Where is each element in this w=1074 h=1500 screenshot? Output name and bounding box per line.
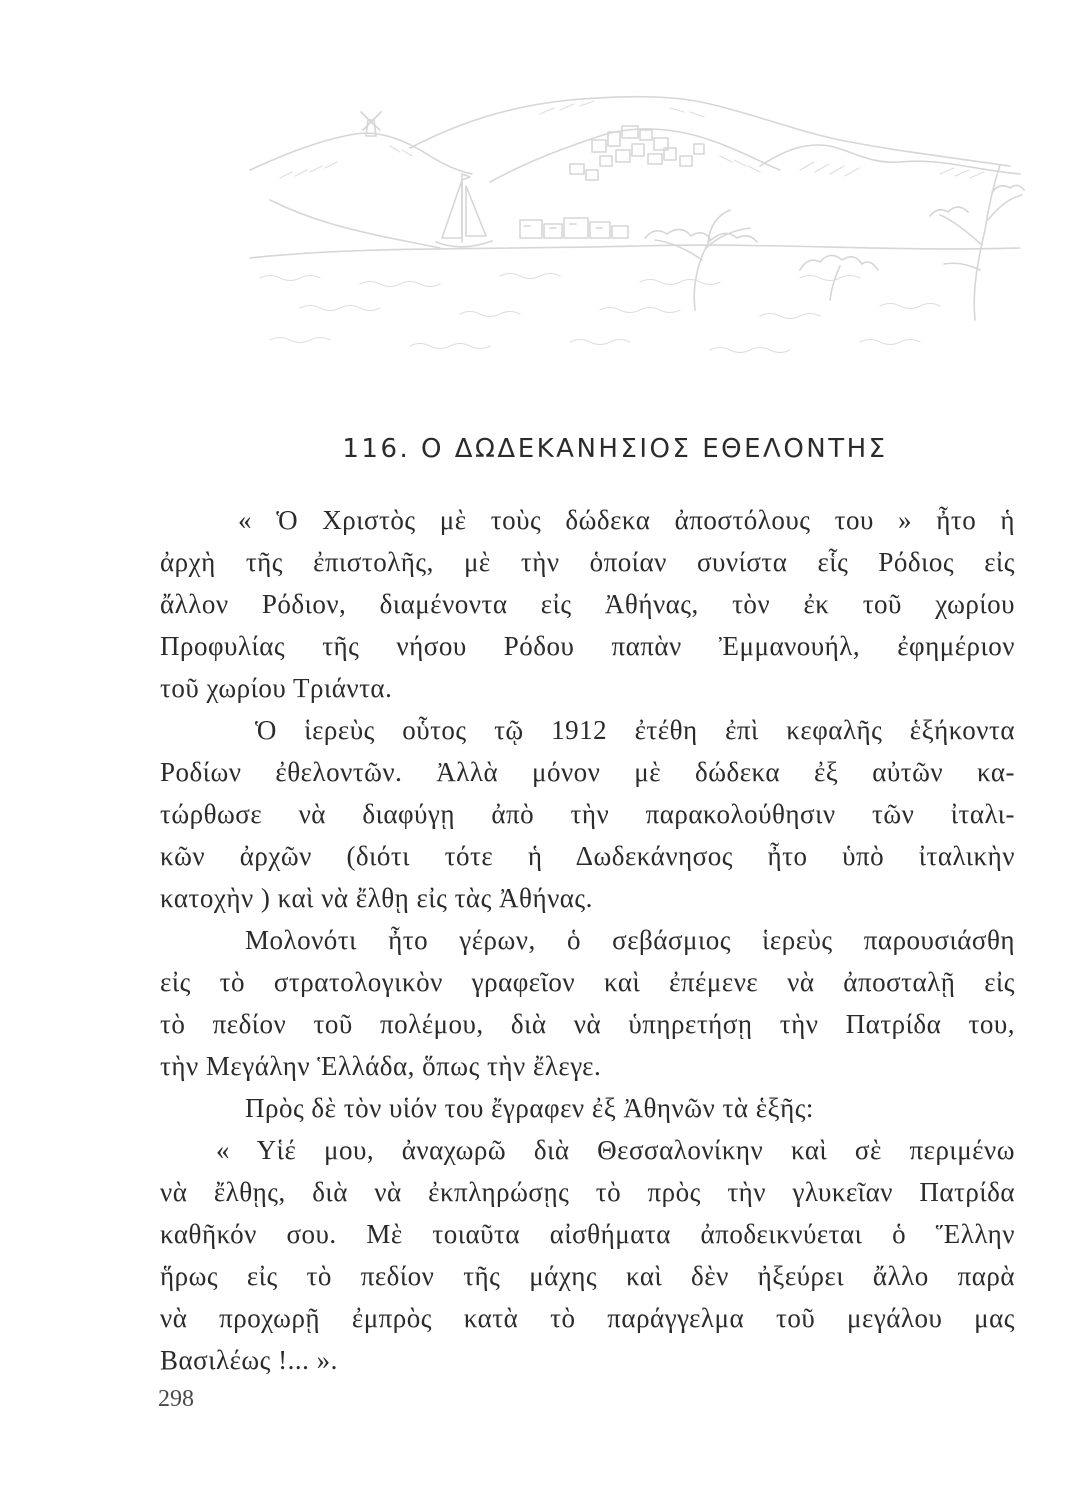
shoreline [250,200,1020,258]
text-line: « Υἱέ μου, ἀναχωρῶ διὰ Θεσσαλονίκην καὶ σὲ περιμένω [216,1135,1015,1165]
text-line: Πρὸς δὲ τὸν υἱόν του ἔγραφεν ἐξ Ἀθηνῶν τὰ ἑξῆς: [245,1093,814,1123]
text-line: ἄλλον Ρόδιον, διαμένοντα εἰς Ἀθήνας, τὸν ἐκ τοῦ χωρίου [160,589,1015,619]
harbor-buildings [520,218,628,238]
text-line: τὴν Μεγάλην Ἑλλάδα, ὅπως τὴν ἔλεγε. [160,1051,602,1081]
body-text [160,499,1015,1381]
text-line: Βασιλέως !... ». [160,1345,338,1375]
text-line: νὰ προχωρῇ ἐμπρὸς κατὰ τὸ παράγγελμα τοῦ μεγάλου μας [160,1303,1015,1333]
village-houses [570,126,704,180]
paragraph [160,499,1015,709]
text-line: νὰ ἔλθῃς, διὰ νὰ ἐκπληρώσῃς τὸ πρὸς τὴν γλυκεῖαν Πατρίδα [160,1177,1015,1207]
text-line: εἰς τὸ στρατολογικὸν γραφεῖον καὶ ἐπέμενε νὰ ἀποσταλῇ εἰς [160,967,1015,997]
text-line: καθῆκόν σου. Μὲ τοιαῦτα αἰσθήματα ἀποδεικνύεται ὁ Ἕλλην [160,1219,1015,1249]
paragraph [160,709,1015,919]
sailboat [436,174,492,247]
text-line: ἀρχὴ τῆς ἐπιστολῆς, μὲ τὴν ὁποίαν συνίστα εἷς Ρόδιος εἰς [160,547,1015,577]
header-illustration [240,70,1030,370]
text-line: Ροδίων ἐθελοντῶν. Ἀλλὰ μόνον μὲ δώδεκα ἐξ αὐτῶν κα- [160,757,1015,787]
trees [645,165,1024,320]
page-number: 298 [158,1386,194,1412]
text-line: τὸ πεδίον τοῦ πολέμου, διὰ νὰ ὑπηρετήσῃ τὴν Πατρίδα του, [160,1009,1015,1039]
text-line: κῶν ἀρχῶν (διότι τότε ἡ Δωδεκάνησος ἦτο ὑπὸ ἰταλικὴν [160,841,1015,871]
paragraph [160,1129,1015,1381]
paragraph [160,919,1015,1087]
sea-waves [260,274,940,353]
text-line: τοῦ χωρίου Τριάντα. [160,673,393,703]
paragraph [160,1087,1015,1129]
text-line: Ὁ ἱερεὺς οὗτος τῷ 1912 ἐτέθη ἐπὶ κεφαλῆς ἑξήκοντα [255,715,1015,745]
text-line: ἥρως εἰς τὸ πεδίον τῆς μάχης καὶ δὲν ἠξεύρει ἄλλο παρὰ [160,1261,1015,1291]
text-line: « Ὁ Χριστὸς μὲ τοὺς δώδεκα ἀποστόλους του » ἦτο ἡ [238,505,1015,535]
hills-outline [250,97,1020,182]
chapter-title: 116. Ο ΔΩΔΕΚΑΝΗΣΙΟΣ ΕΘΕΛΟΝΤΗΣ [342,434,888,464]
text-line: Προφυλίας τῆς νήσου Ρόδου παπὰν Ἐμμανουήλ, ἐφημέριον [160,631,1015,661]
text-line: Μολονότι ἦτο γέρων, ὁ σεβάσμιος ἱερεὺς παρουσιάσθη [245,925,1015,955]
text-line: κατοχὴν ) καὶ νὰ ἔλθῃ εἰς τὰς Ἀθήνας. [160,883,593,913]
text-line: τώρθωσε νὰ διαφύγῃ ἀπὸ τὴν παρακολούθησιν τῶν ἰταλι- [160,799,1015,829]
